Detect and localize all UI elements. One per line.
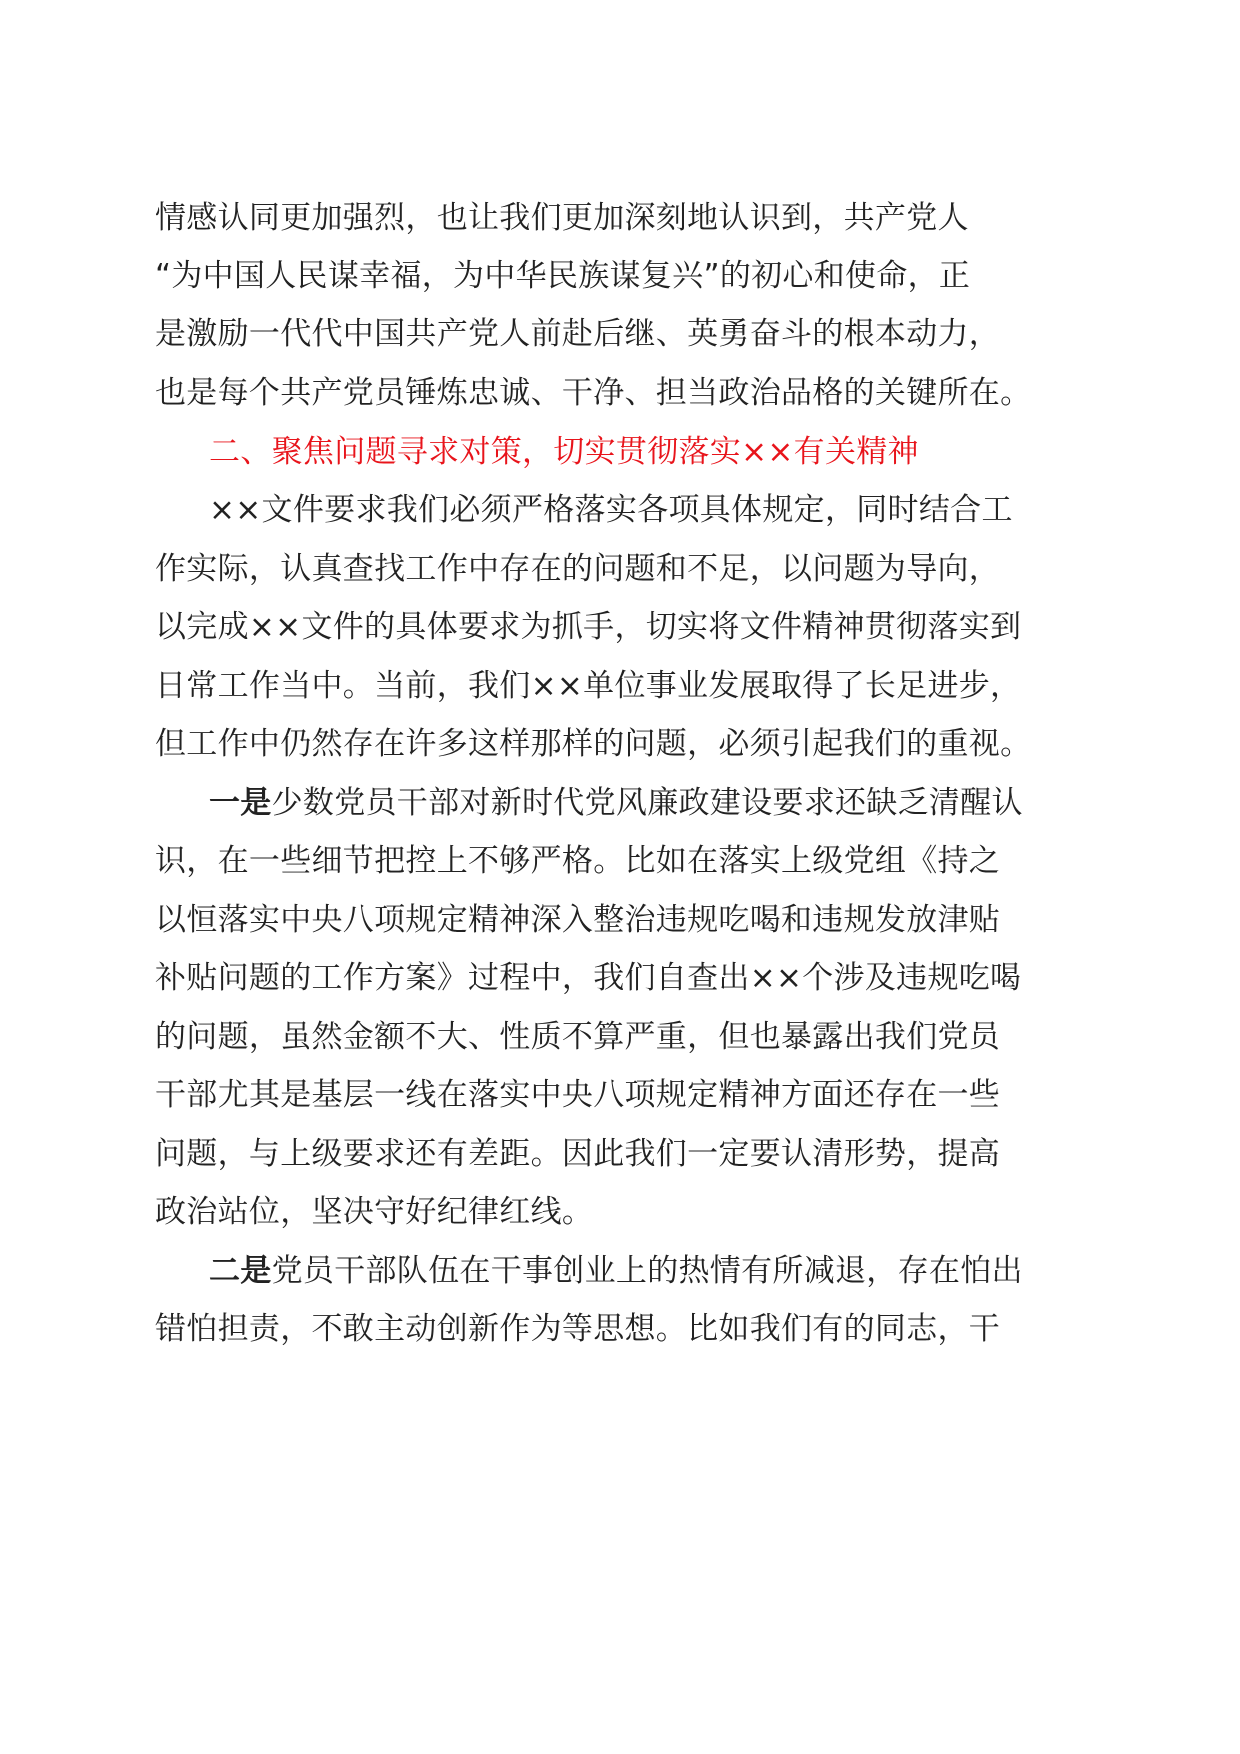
point-two-text: 党员干部队伍在干事创业上的热情有所减退，存在怕出 xyxy=(271,1253,1023,1289)
body-text-line: 是激励一代代中国共产党人前赴后继、英勇奋斗的根本动力， xyxy=(155,316,1001,352)
body-text-line: 也是每个共产党员锤炼忠诚、干净、担当政治品格的关键所在。 xyxy=(155,375,1032,411)
point-two-lead: 二是 xyxy=(209,1253,272,1289)
body-text-line: 情感认同更加强烈，也让我们更加深刻地认识到，共产党人 xyxy=(155,200,969,236)
body-text-line: 以完成××文件的具体要求为抓手，切实将文件精神贯彻落实到 xyxy=(155,609,1022,645)
body-text-line: 的问题，虽然金额不大、性质不算严重，但也暴露出我们党员 xyxy=(155,1019,1001,1055)
point-two-first-line xyxy=(209,1251,1023,1291)
body-text-line: 问题，与上级要求还有差距。因此我们一定要认清形势，提高 xyxy=(155,1136,1001,1172)
body-text-line: 错怕担责，不敢主动创新作为等思想。比如我们有的同志，干 xyxy=(155,1311,1001,1347)
body-text-line: 但工作中仍然存在许多这样那样的问题，必须引起我们的重视。 xyxy=(155,726,1032,762)
point-one-lead: 一是 xyxy=(209,785,272,821)
point-one-text: 少数党员干部对新时代党风廉政建设要求还缺乏清醒认 xyxy=(271,785,1023,821)
body-text-line: 以恒落实中央八项规定精神深入整治违规吃喝和违规发放津贴 xyxy=(155,902,1001,938)
body-text-line: 政治站位，坚决守好纪律红线。 xyxy=(155,1194,594,1230)
body-text-line: “为中国人民谋幸福，为中华民族谋复兴”的初心和使命，正 xyxy=(155,258,971,294)
body-text-line: 识，在一些细节把控上不够严格。比如在落实上级党组《持之 xyxy=(155,843,1001,879)
point-one-first-line xyxy=(209,783,1023,823)
body-text-line: 日常工作当中。当前，我们××单位事业发展取得了长足进步， xyxy=(155,668,1022,704)
body-text-line: 干部尤其是基层一线在落实中央八项规定精神方面还存在一些 xyxy=(155,1077,1001,1113)
section-heading: 二、聚焦问题寻求对策，切实贯彻落实××有关精神 xyxy=(209,434,919,470)
body-text-line: ××文件要求我们必须严格落实各项具体规定，同时结合工 xyxy=(209,492,1013,528)
body-text-line: 补贴问题的工作方案》过程中，我们自查出××个涉及违规吃喝 xyxy=(155,960,1022,996)
body-text-line: 作实际，认真查找工作中存在的问题和不足，以问题为导向， xyxy=(155,551,1001,587)
